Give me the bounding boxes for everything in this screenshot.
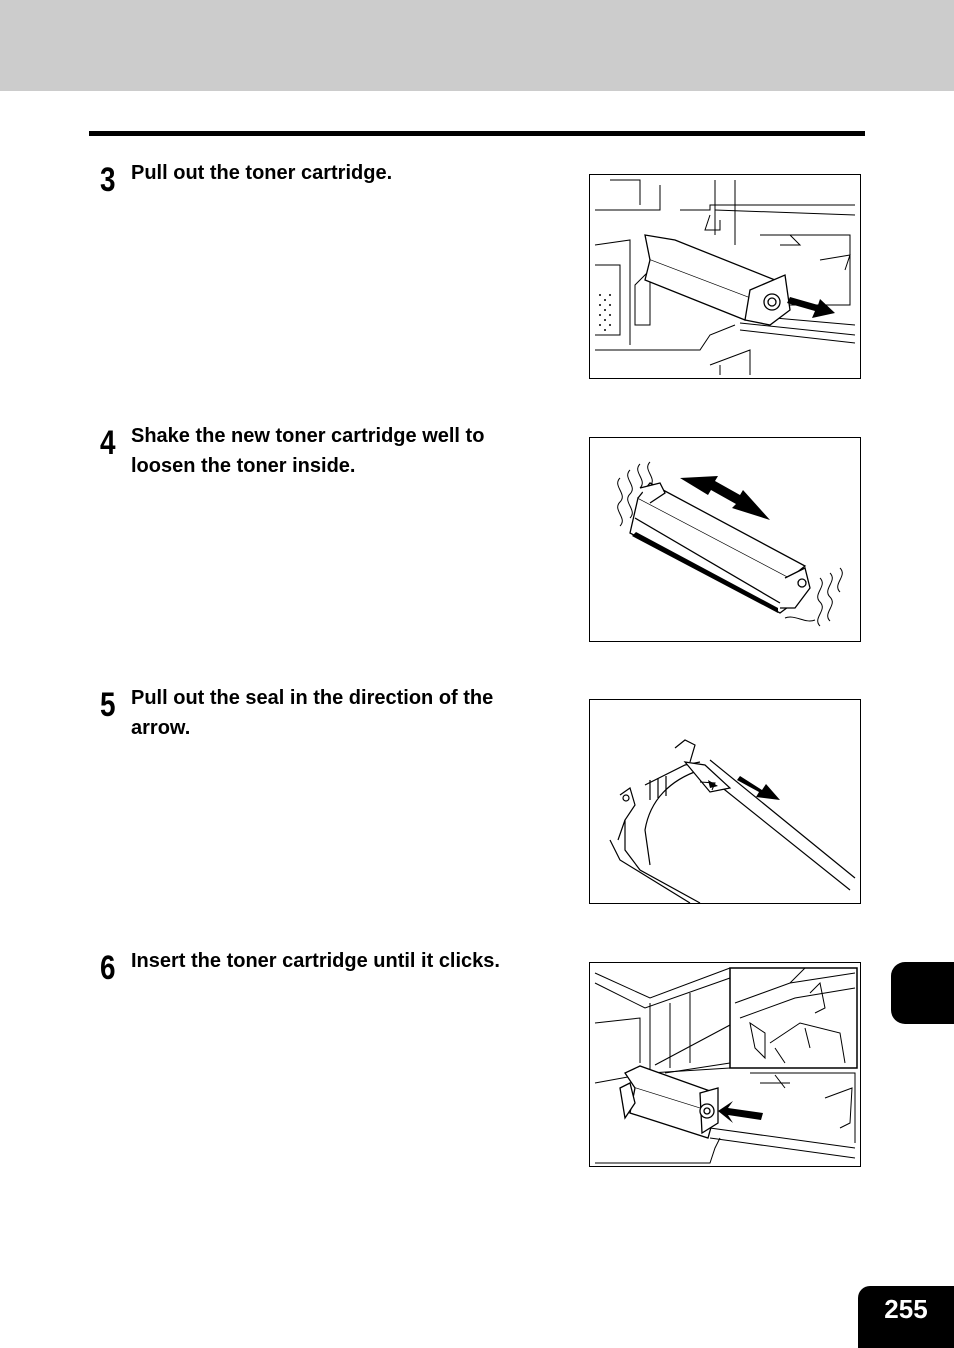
page-number: 255 [884, 1294, 928, 1324]
step-5-number: 5 [100, 686, 116, 724]
page-number-tab [858, 1286, 954, 1348]
step-5-text: Pull out the seal in the direction of the arrow. [131, 687, 494, 739]
step-4-text: Shake the new toner cartridge well to loosen the toner inside. [131, 425, 485, 477]
step-6-number: 6 [100, 949, 116, 987]
step-6-text: Insert the toner cartridge until it clicks. [131, 950, 500, 972]
header-band [0, 0, 954, 91]
chapter-tab [891, 962, 954, 1024]
step-3-number: 3 [100, 161, 116, 199]
remove-cartridge-illustration [589, 174, 861, 379]
shake-cartridge-illustration [589, 437, 861, 642]
step-3-text: Pull out the toner cartridge. [131, 162, 393, 184]
section-rule [89, 131, 865, 136]
insert-cartridge-illustration [589, 962, 861, 1167]
step-4-number: 4 [100, 424, 116, 462]
pull-seal-illustration [589, 699, 861, 904]
